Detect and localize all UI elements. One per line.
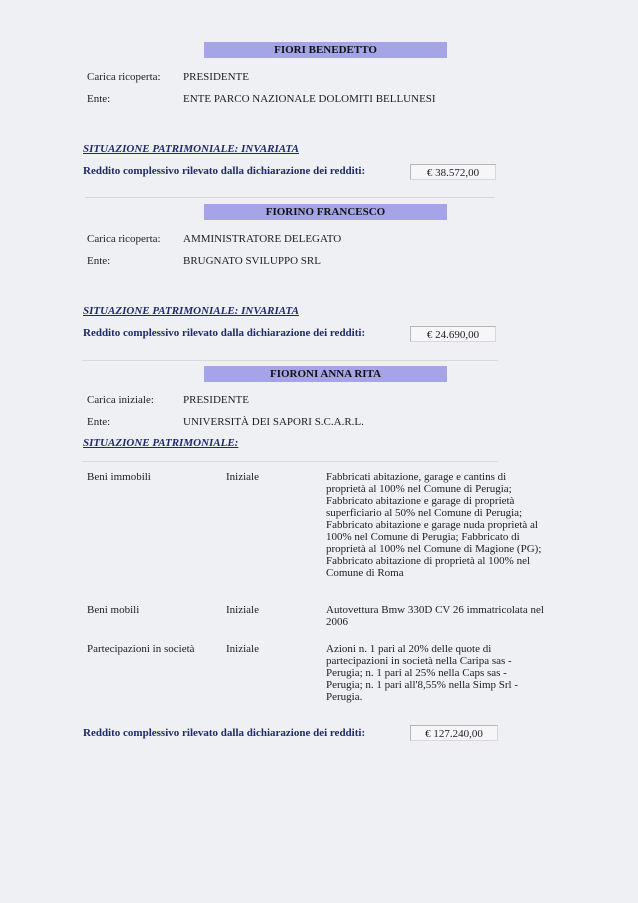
asset-description-line: superficiario al 50% nel Comune di Perugia; [326,507,523,519]
asset-description-line: Fabbricati abitazione, garage e cantins di [326,471,507,483]
asset-description-line: Fabbricato abitazione e garage di proprietà [326,495,515,507]
asset-category: Beni mobili [87,604,140,616]
income-value-box: € 127.240,00 [410,725,498,741]
asset-description-line: Azioni n. 1 pari al 20% delle quote di [326,643,492,655]
entity-value: UNIVERSITÀ DEI SAPORI S.C.A.R.L. [183,416,364,428]
asset-situation-heading: SITUAZIONE PATRIMONIALE: INVARIATA [83,305,299,317]
asset-description-line: 2006 [326,616,348,628]
asset-description-line: Comune di Roma [326,567,404,579]
asset-description-line: Fabbricato abitazione di proprietà al 100% nel [326,555,531,567]
role-label: Carica ricoperta: [87,233,161,245]
asset-description-line: Fabbricato abitazione e garage nuda proprietà al [326,519,538,531]
asset-situation-heading: SITUAZIONE PATRIMONIALE: [83,437,239,449]
role-value: PRESIDENTE [183,71,249,83]
asset-situation-heading: SITUAZIONE PATRIMONIALE: INVARIATA [83,143,299,155]
role-label: Carica ricoperta: [87,71,161,83]
asset-status: Iniziale [226,471,259,483]
income-label: Reddito complessivo rilevato dalla dichiarazione dei redditi: [83,327,366,339]
asset-description-line: Perugia; n. 1 pari all'8,55% nella Simp Srl - [326,679,519,691]
asset-description [326,604,562,628]
role-value: AMMINISTRATORE DELEGATO [183,233,342,245]
asset-description-line: Perugia. [326,691,363,703]
asset-description-line: proprietà al 100% nel Comune di Perugia; [326,483,512,495]
asset-description [326,643,562,703]
asset-description [326,471,562,579]
asset-description-line: Perugia; n. 1 pari al 25% nella Caps sas - [326,667,507,679]
income-label: Reddito complessivo rilevato dalla dichiarazione dei redditi: [83,727,366,739]
table-top-divider [82,461,498,462]
person-name-header: FIORONI ANNA RITA [204,366,447,382]
section-divider [82,360,498,361]
asset-description-line: partecipazioni in società nella Caripa sas - [326,655,512,667]
entity-value: ENTE PARCO NAZIONALE DOLOMITI BELLUNESI [183,93,436,105]
income-value-box: € 24.690,00 [410,326,496,342]
asset-status: Iniziale [226,604,259,616]
entity-value: BRUGNATO SVILUPPO SRL [183,255,321,267]
income-label: Reddito complessivo rilevato dalla dichiarazione dei redditi: [83,165,366,177]
role-value: PRESIDENTE [183,394,249,406]
asset-description-line: 100% nel Comune di Perugia; Fabbricato di [326,531,520,543]
entity-label: Ente: [87,93,111,105]
person-name-header: FIORINO FRANCESCO [204,204,447,220]
section-divider [85,197,495,198]
asset-status: Iniziale [226,643,259,655]
entity-label: Ente: [87,416,111,428]
entity-label: Ente: [87,255,111,267]
asset-category: Beni immobili [87,471,151,483]
income-value-box: € 38.572,00 [410,164,496,180]
role-label: Carica iniziale: [87,394,154,406]
asset-category: Partecipazioni in società [87,643,195,655]
asset-description-line: Autovettura Bmw 330D CV 26 immatricolata nel [326,604,544,616]
asset-description-line: proprietà al 100% nel Comune di Magione (PG); [326,543,542,555]
person-name-header: FIORI BENEDETTO [204,42,447,58]
